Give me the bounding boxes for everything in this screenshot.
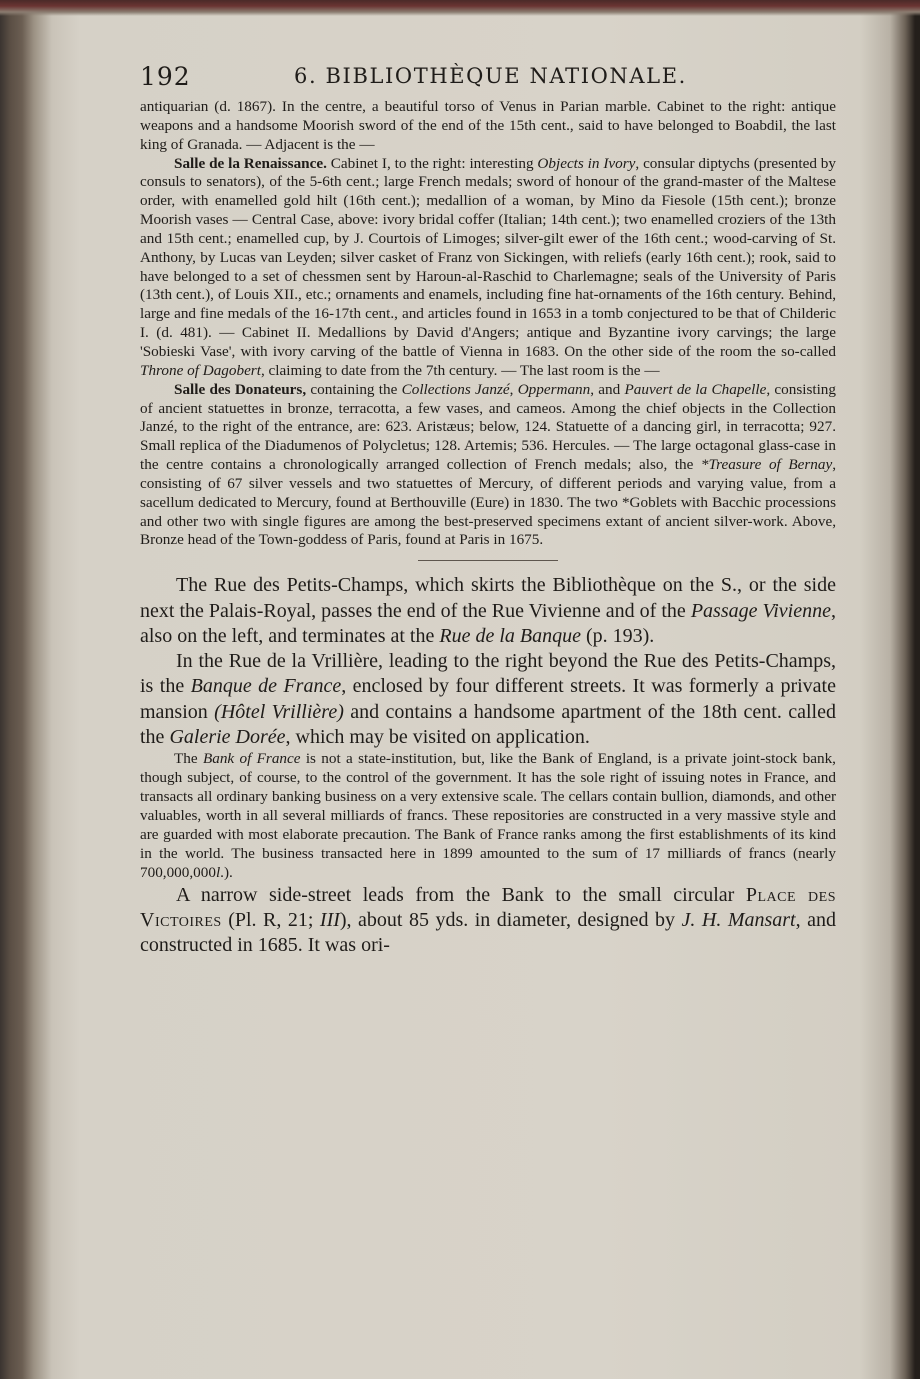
text-run: , consisting of 67 silver vessels and two statuettes of Mercury, of different periods and varying value, from a sacellum dedicated to Mercury, found at Berthouville (Eure) in 1830. The two *Goblets with Bacchic processions and other two with single figures are among the best-preserved specimens extant of ancient silver-work. Above, Bronze head of the Town-goddess of Paris, found at Paris in 1675. (140, 456, 836, 549)
text-run: (p. 193). (580, 624, 655, 647)
text-run: , claiming to date from the 7th century. — The last room is the — (260, 361, 660, 379)
text-run-italic: *Treasure of Bernay (700, 456, 833, 474)
text-run: In the Rue de la Vrillière, leading to the right beyond the Rue des Petits-Champs, is the (140, 650, 836, 698)
bank-note-section (140, 750, 836, 882)
closing-section (140, 883, 836, 959)
text-run-italic: Passage Vivienne (690, 599, 831, 622)
large-print-section (140, 573, 836, 750)
text-run: is not a state-institution, but, like the Bank of England, is a private joint-stock bank, though subject, of course, to the control of the government. It has the sole right of issuing notes in France, and transacts all ordinary banking business on a very extensive scale. The cellars contain bullion, diamonds, and other valuables, worth in all several milliards of francs. These repositories are constructed in a very massive style and are guarded with most elaborate precaution. The Bank of France ranks among the first establishments of its kind in the world. The business transacted here in 1899 amounted to the sum of 17 milliards of francs (nearly 700,000,000 (140, 750, 836, 881)
text-run-italic: Pauvert de la Chapelle (624, 380, 767, 398)
text-run: , (509, 380, 518, 398)
text-run: , which may be visited on application. (285, 726, 590, 749)
text-run: , consisting of ancient statuettes in bronze, terracotta, a few vases, and cameos. Among the chief objects in the Collection Janzé, to the right of the entrance, are: 623. Aristæus; below, 124. Statuette of a dancing girl, in terracotta; 927. Small replica of the Diadumenos of Polycletus; 128. Artemis; 536. Hercules. — The large octagonal glass-case in the centre contains a chronologically arranged collection of French medals; also, the (140, 380, 836, 474)
text-run-italic: Oppermann (517, 380, 591, 398)
running-title: 6. BIBLIOTHÈQUE NATIONALE. (294, 64, 687, 88)
page-number: 192 (140, 62, 191, 91)
text-run: , consular diptychs (presented by consuls to senators), of the 5-6th cent.; large French medals; sword of honour of the grand-master of the Maltese order, with enamelled gold hilt (16th cent.); medallion of a woman, by Mino da Fiesole (15th cent.); bronze Moorish vases — Central Case, above: ivory bridal coffer (Italian; 14th cent.); two enamelled croziers of the 13th and 15th cent.; enamelled cup, by J. Courtois of Limoges; silver-gilt ewer of the 16th cent.; wood-carving of St. Anthony, by Lucas van Leyden; silver casket of Franz von Sickingen, with reliefs (early 16th cent.); rook, said to have belonged to a set of chessmen sent by Haroun-al-Raschid to Charlemagne; seals of the University of Paris (13th cent.), of Louis XII., etc.; ornaments and enamels, including fine hat-ornaments of the 16th century. Behind, large and fine medals of the 16-17th cent., and articles found in 1653 in a tomb conjectured to be that of Childeric I. (d. 481). — Cabinet II. Medallions by David d'Angers; antique and Byzantine ivory carvings; the large 'Sobieski Vase', with ivory carving of the battle of Vienna in 1683. On the other side of the room the so-called (140, 154, 836, 360)
small-print-section (140, 98, 836, 550)
heading-salle-donateurs: Salle des Donateurs, (174, 380, 307, 398)
text-run-italic: Throne of Dagobert (140, 361, 261, 379)
page-top-edge (0, 0, 920, 16)
text-run: The (174, 750, 203, 768)
text-run-small-caps: Place des Victoires (140, 883, 836, 931)
text-run-italic: Bank of France (202, 750, 301, 768)
text-run-italic: Objects in Ivory (537, 154, 636, 172)
paragraph-salle-renaissance (140, 155, 836, 381)
page (140, 52, 836, 959)
paragraph-salle-donateurs (140, 381, 836, 551)
text-run: and contains a handsome apartment of the 18th cent. called the (140, 700, 836, 749)
text-run-italic: l (215, 863, 221, 881)
paragraph-rue-vrilliere (140, 649, 836, 750)
text-run-italic: Galerie Dorée (169, 726, 286, 749)
page-header (140, 52, 836, 98)
paragraph-antiquarian: antiquarian (d. 1867). In the centre, a beautiful torso of Venus in Parian marble. Cabinet to the right: antique weapons and a handsome Moorish sword of the end of the 15th cent., said to have belonged to Boabdil, the last king of Granada. — Adjacent is the — (140, 98, 836, 153)
text-run: .). (220, 863, 233, 881)
text-run: , and constructed in 1685. It was ori- (140, 908, 836, 957)
text-run: Cabinet I, to the right: interesting (326, 154, 538, 172)
heading-salle-renaissance: Salle de la Renaissance. (174, 154, 327, 172)
text-run: (Pl. R, 21; (221, 908, 320, 931)
text-run: containing the (306, 380, 402, 398)
paragraph-place-des-victoires (140, 883, 836, 959)
text-run-italic: Banque de France (190, 675, 342, 698)
text-run-italic: Collections Janzé (401, 380, 510, 398)
text-run: The Rue des Petits-Champs, which skirts the Bibliothèque on the S., or the side next the Palais-Royal, passes the end of the Rue Vivienne and of the (140, 574, 836, 622)
paragraph-rue-petits-champs (140, 573, 836, 649)
text-run-italic: III (319, 908, 340, 931)
text-run: ), about 85 yds. in diameter, designed by (339, 908, 682, 931)
text-run-italic: Rue de la Banque (439, 624, 581, 647)
text-run-italic: J. H. Mansart (681, 908, 796, 931)
section-divider (418, 560, 558, 561)
text-run: , also on the left, and terminates at the (140, 599, 836, 647)
text-run: A narrow side-street leads from the Bank to the small circular (176, 883, 746, 906)
text-run: , and (590, 380, 625, 398)
paragraph-bank-of-france (140, 750, 836, 882)
text-run: , enclosed by four different streets. It was formerly a private mansion (140, 675, 836, 723)
text-run-italic: (Hôtel Vrillière) (214, 700, 344, 723)
